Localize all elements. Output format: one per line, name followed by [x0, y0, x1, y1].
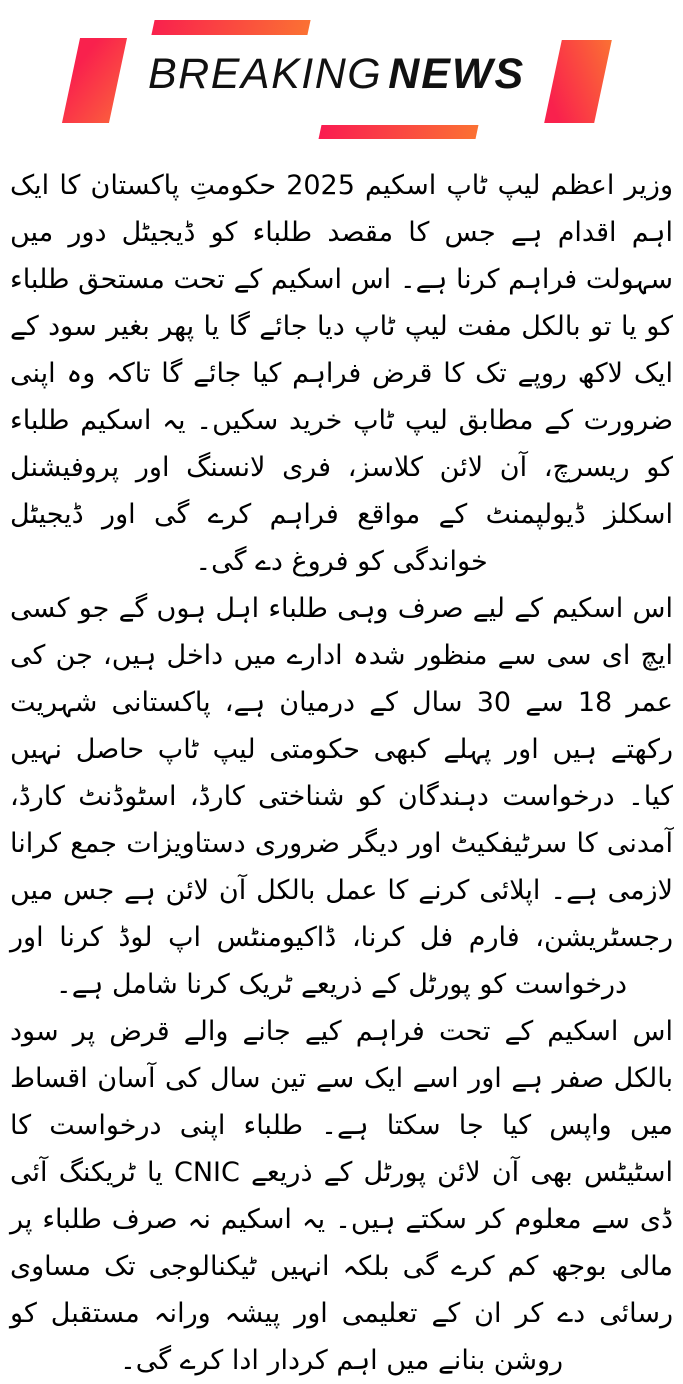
banner-bottom-bar-shape	[319, 125, 479, 139]
breaking-news-banner	[0, 0, 683, 152]
banner-title	[148, 50, 525, 99]
article-paragraph-1: وزیر اعظم لیپ ٹاپ اسکیم 2025 حکومتِ پاکستان کا ایک اہم اقدام ہے جس کا مقصد طلباء کو ڈیجیٹل دور میں سہولت فراہم کرنا ہے۔ اس اسکیم کے تحت مستحق طلباء کو یا تو بالکل مفت لیپ ٹاپ دیا جائے گا یا پھر بغیر سود کے ایک لاکھ روپے تک کا قرض فراہم کیا جائے گا تاکہ وہ اپنی ضرورت کے مطابق لیپ ٹاپ خرید سکیں۔ یہ اسکیم طلباء کو ریسرچ، آن لائن کلاسز، فری لانسنگ اور پروفیشنل اسکلز ڈیولپمنٹ کے مواقع فراہم کرے گی اور ڈیجیٹل خواندگی کو فروغ دے گی۔	[10, 170, 673, 577]
banner-left-parallelogram	[62, 38, 127, 123]
article-paragraph-2: اس اسکیم کے لیے صرف وہی طلباء اہل ہوں گے جو کسی ایچ ای سی سے منظور شدہ ادارے میں داخل ہیں، جن کی عمر 18 سے 30 سال کے درمیان ہے، پاکستانی شہریت رکھتے ہیں اور پہلے کبھی حکومتی لیپ ٹاپ حاصل نہیں کیا۔ درخواست دہندگان کو شناختی کارڈ، اسٹوڈنٹ کارڈ، آمدنی کا سرٹیفکیٹ اور دیگر ضروری دستاویزات جمع کرانا لازمی ہے۔ اپلائی کرنے کا عمل بالکل آن لائن ہے جس میں رجسٹریشن، فارم فل کرنا، ڈاکیومنٹس اپ لوڈ کرنا اور درخواست کو پورٹل کے ذریعے ٹریک کرنا شامل ہے۔	[10, 593, 674, 1000]
banner-top-bar-shape	[151, 20, 310, 35]
banner-title-breaking: BREAKING	[148, 50, 383, 98]
urdu-article	[0, 152, 683, 1384]
banner-title-news: NEWS	[388, 50, 526, 98]
article-paragraph-3: اس اسکیم کے تحت فراہم کیے جانے والے قرض پر سود بالکل صفر ہے اور اسے ایک سے تین سال کی آسان اقساط میں واپس کیا جا سکتا ہے۔ طلباء اپنی درخواست کا اسٹیٹس بھی آن لائن پورٹل کے ذریعے CNIC یا ٹریکنگ آئی ڈی سے معلوم کر سکتے ہیں۔ یہ اسکیم نہ صرف طلباء پر مالی بوجھ کم کرے گی بلکہ انہیں ٹیکنالوجی تک مساوی رسائی دے کر ان کے تعلیمی اور پیشہ ورانہ مستقبل کو روشن بنانے میں اہم کردار ادا کرے گی۔	[10, 1016, 673, 1376]
banner-right-parallelogram	[544, 40, 612, 123]
